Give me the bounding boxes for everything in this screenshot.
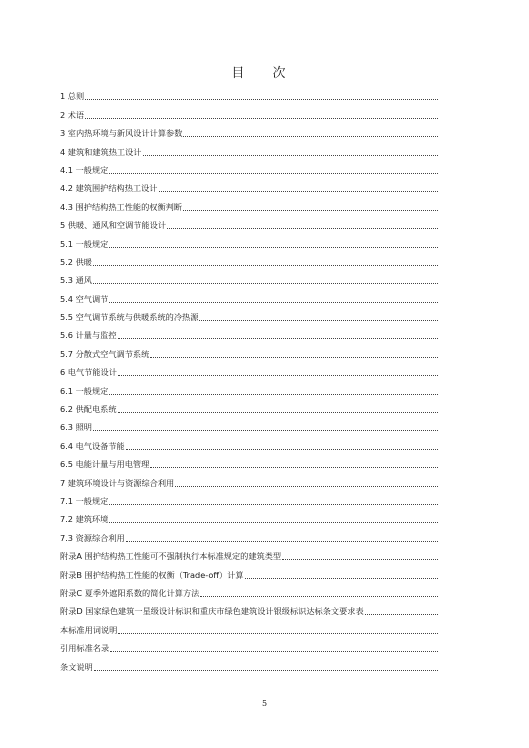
toc-entry[interactable] [60,341,438,359]
dot-leader [159,191,439,192]
toc-entry[interactable] [60,213,438,231]
toc-entry[interactable] [60,562,438,580]
toc-entry[interactable] [60,84,438,102]
dot-leader [150,467,438,468]
toc-entry-label: 5.3 通风 [60,275,92,286]
toc-entry-label: 6 电气节能设计 [60,367,117,378]
page-number: 5 [261,699,268,708]
dot-leader [109,394,438,395]
toc-entry-label: 1 总则 [60,91,85,102]
toc-entry[interactable] [60,378,438,396]
toc-entry[interactable] [60,507,438,525]
toc-entry-label: 7.1 一般规定 [60,495,109,506]
toc-entry-label: 附录B 围护结构热工性能的权衡（Trade-off）计算 [60,569,244,580]
dot-leader [126,449,438,450]
table-of-contents [60,84,438,673]
dot-leader [109,247,438,248]
toc-entry-label: 5.4 空气调节 [60,293,109,304]
dot-leader [183,210,438,211]
toc-entry-label: 5.7 分散式空气调节系统 [60,348,150,359]
toc-entry[interactable] [60,158,438,176]
toc-entry[interactable] [60,360,438,378]
toc-entry-label: 条文说明 [60,661,93,672]
toc-entry-label: 7 建筑环境设计与资源综合利用 [60,477,175,488]
toc-entry[interactable] [60,286,438,304]
toc-entry-label: 本标准用词说明 [60,624,118,635]
toc-entry[interactable] [60,139,438,157]
dot-leader [183,136,438,137]
dot-leader [93,265,438,266]
dot-leader [200,596,438,597]
dot-leader [245,578,438,579]
dot-leader [365,614,438,615]
toc-entry-label: 4 建筑和建筑热工设计 [60,146,142,157]
toc-entry-label: 5.6 计量与监控 [60,330,117,341]
toc-entry[interactable] [60,397,438,415]
toc-entry-label: 附录A 围护结构热工性能可不强制执行本标准规定的建筑类型 [60,551,282,562]
toc-entry[interactable] [60,305,438,323]
toc-entry-label: 6.1 一般规定 [60,385,109,396]
toc-entry-label: 4.3 围护结构热工性能的权衡判断 [60,201,183,212]
toc-entry[interactable] [60,452,438,470]
toc-entry[interactable] [60,194,438,212]
toc-entry-label: 7.3 资源综合利用 [60,532,125,543]
toc-entry-label: 5.2 供暖 [60,256,92,267]
toc-entry[interactable] [60,470,438,488]
toc-entry-label: 6.4 电气设备节能 [60,440,125,451]
toc-entry[interactable] [60,636,438,654]
toc-entry[interactable] [60,250,438,268]
toc-entry[interactable] [60,581,438,599]
dot-leader [85,118,438,119]
toc-entry-label: 7.2 建筑环境 [60,514,109,525]
dot-leader [143,155,439,156]
toc-entry-label: 6.3 照明 [60,422,92,433]
toc-entry[interactable] [60,231,438,249]
toc-entry-label: 附录C 夏季外遮阳系数的简化计算方法 [60,587,200,598]
page-title: 目 次 [231,66,298,81]
dot-leader [118,412,438,413]
dot-leader [109,302,438,303]
dot-leader [175,486,438,487]
toc-entry-label: 6.2 供配电系统 [60,404,117,415]
dot-leader [118,338,438,339]
toc-entry-label: 2 术语 [60,109,85,120]
dot-leader [85,99,438,100]
dot-leader [110,651,438,652]
toc-entry[interactable] [60,544,438,562]
toc-entry[interactable] [60,176,438,194]
toc-entry-label: 附录D 国家绿色建筑一星级设计标识和重庆市绿色建筑设计银级标识达标条文要求表 [60,606,364,617]
dot-leader [126,541,438,542]
toc-entry[interactable] [60,433,438,451]
toc-entry[interactable] [60,415,438,433]
toc-entry[interactable] [60,323,438,341]
toc-entry-label: 4.2 建筑围护结构热工设计 [60,183,158,194]
toc-entry[interactable] [60,489,438,507]
toc-entry[interactable] [60,654,438,672]
dot-leader [150,357,438,358]
dot-leader [167,228,438,229]
toc-entry-label: 4.1 一般规定 [60,164,109,175]
dot-leader [282,559,438,560]
toc-entry[interactable] [60,617,438,635]
dot-leader [94,670,438,671]
dot-leader [199,320,438,321]
toc-entry-label: 5.1 一般规定 [60,238,109,249]
dot-leader [109,173,438,174]
toc-entry-label: 5.5 空气调节系统与供暖系统的冷热源 [60,312,199,323]
toc-entry[interactable] [60,121,438,139]
toc-entry[interactable] [60,268,438,286]
toc-entry[interactable] [60,525,438,543]
dot-leader [118,375,438,376]
toc-entry-label: 3 室内热环境与新风设计计算参数 [60,128,183,139]
toc-entry-label: 引用标准名录 [60,643,110,654]
dot-leader [118,633,438,634]
dot-leader [109,504,438,505]
dot-leader [93,430,438,431]
dot-leader [109,522,438,523]
toc-entry[interactable] [60,599,438,617]
toc-entry-label: 5 供暖、通风和空调节能设计 [60,220,167,231]
toc-entry-label: 6.5 电能计量与用电管理 [60,459,150,470]
dot-leader [93,283,438,284]
toc-entry[interactable] [60,102,438,120]
